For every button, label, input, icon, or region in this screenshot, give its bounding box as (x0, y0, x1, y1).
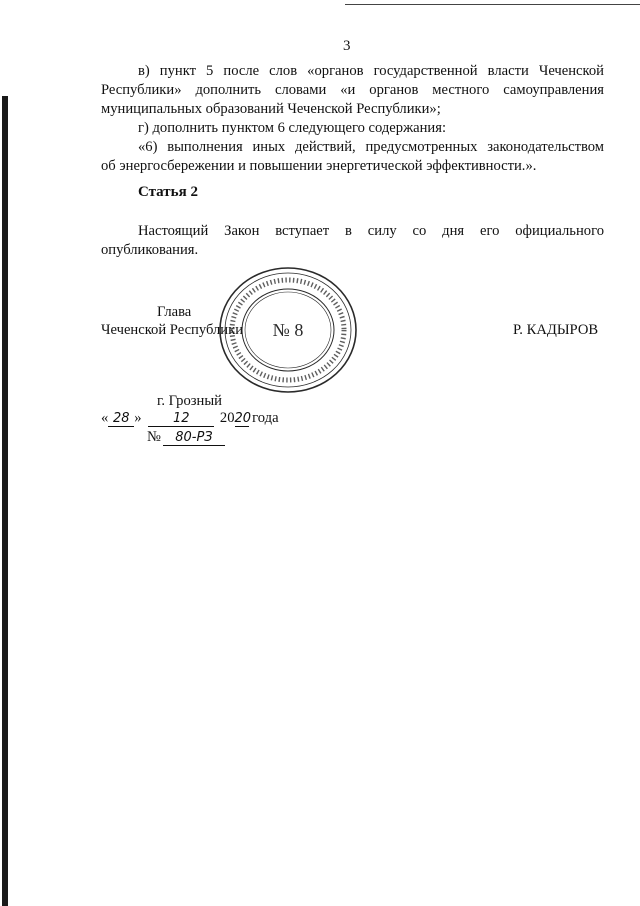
date-day: 28 (108, 411, 134, 427)
page-number: 3 (343, 38, 351, 54)
paragraph-item-v: в) пункт 5 после слов «органов государственной власти Чеченской Республики» дополнить словами «и органов местного самоуправления муниципальных образований Чеченской Республики»; (101, 63, 604, 117)
signature-title-line1: Глава (157, 304, 192, 320)
signature-title-line2: Чеченской Республики (101, 322, 244, 338)
paragraph-quote-line1: «6) выполнения иных действий, предусмотренных законодательством (138, 139, 604, 155)
header-rule (345, 4, 640, 5)
date-year-word: года (252, 410, 279, 426)
law-number-sign: № (147, 429, 161, 445)
signatory-name: Р. КАДЫРОВ (513, 322, 599, 338)
paragraph-quote-line2: об энергосбережении и повышении энергетической эффективности.». (101, 158, 537, 174)
date-month: 12 (148, 411, 214, 427)
article-heading: Статья 2 (138, 184, 198, 200)
official-seal (213, 265, 363, 395)
paragraph-entry-force-line1: Настоящий Закон вступает в силу со дня его официального (138, 223, 604, 239)
date-year-prefix: 20 (219, 410, 235, 426)
date-year-suffix: 20 (234, 411, 252, 426)
law-number-line (147, 429, 225, 446)
paragraph-entry-force-line2: опубликования. (101, 242, 199, 258)
date-line (101, 410, 279, 427)
paragraph-item-g: г) дополнить пунктом 6 следующего содержания: (138, 120, 447, 136)
binding-edge (2, 96, 8, 906)
date-close-quote: » (134, 410, 142, 426)
law-number: 80-РЗ (163, 430, 225, 446)
date-open-quote: « (101, 410, 109, 426)
seal-number: № 8 (272, 320, 304, 340)
city-label: г. Грозный (157, 393, 222, 409)
